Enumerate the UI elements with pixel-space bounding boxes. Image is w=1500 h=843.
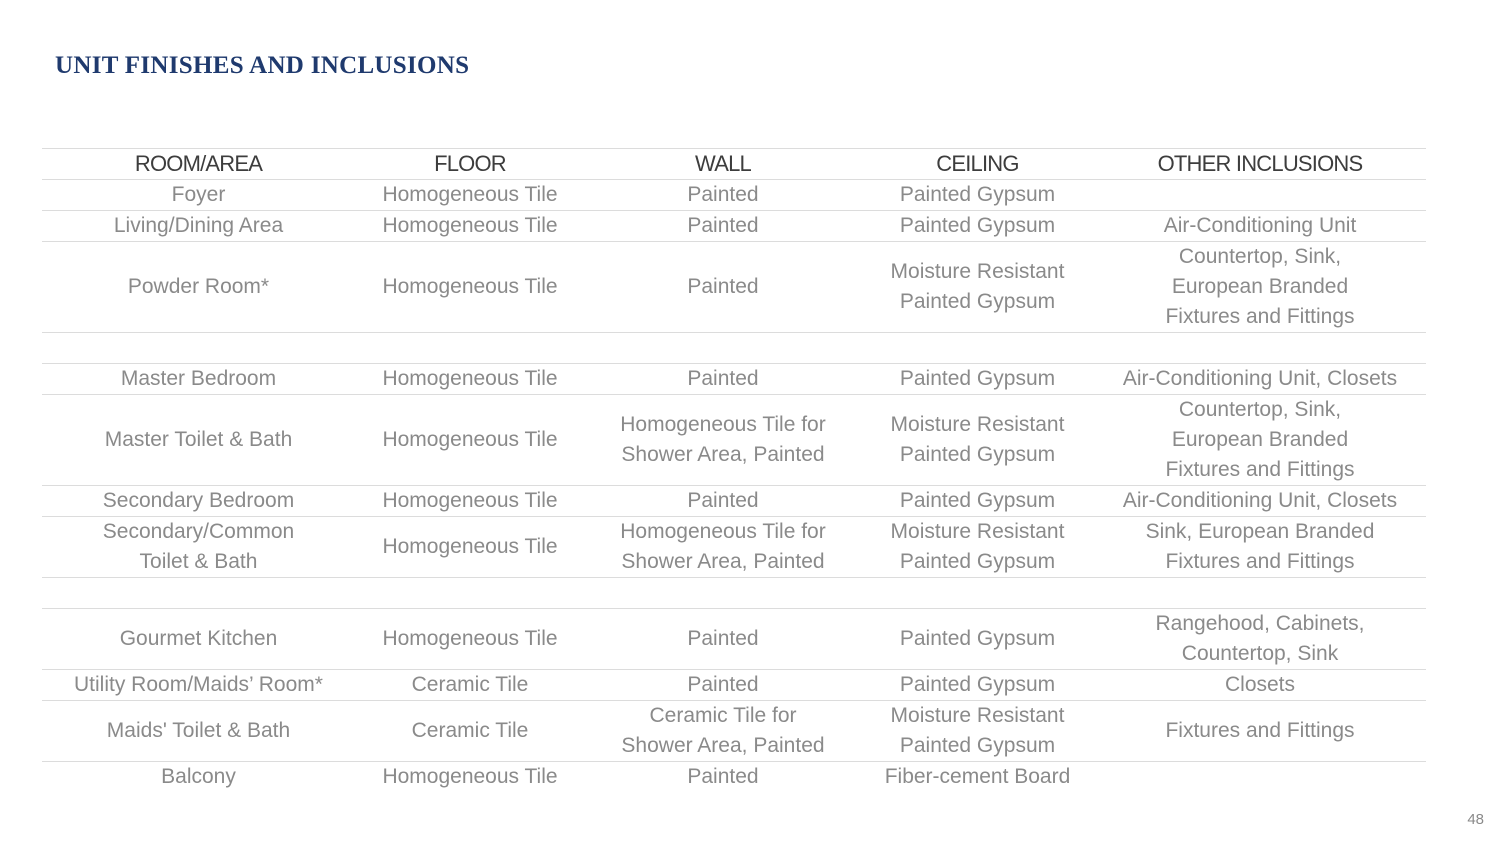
cell-ceiling: Moisture Resistant Painted Gypsum	[861, 395, 1094, 486]
cell-ceiling: Painted Gypsum	[861, 364, 1094, 395]
cell-ceiling: Moisture Resistant Painted Gypsum	[861, 242, 1094, 333]
table-row	[42, 211, 1426, 242]
cell-room-area: Maids' Toilet & Bath	[42, 701, 355, 762]
header-floor: FLOOR	[355, 149, 585, 180]
header-room-area: ROOM/AREA	[42, 149, 355, 180]
cell-room-area: Utility Room/Maids’ Room*	[42, 670, 355, 701]
cell-room-area: Gourmet Kitchen	[42, 609, 355, 670]
cell-ceiling: Painted Gypsum	[861, 670, 1094, 701]
cell-ceiling: Fiber-cement Board	[861, 762, 1094, 793]
table-row	[42, 670, 1426, 701]
cell-floor: Homogeneous Tile	[355, 762, 585, 793]
cell-room-area: Master Bedroom	[42, 364, 355, 395]
finishes-table	[42, 148, 1426, 792]
cell-other-inclusions: Countertop, Sink, European Branded Fixtures and Fittings	[1094, 242, 1426, 333]
page-number: 48	[1467, 811, 1484, 828]
cell-floor: Homogeneous Tile	[355, 395, 585, 486]
cell-other-inclusions: Rangehood, Cabinets, Countertop, Sink	[1094, 609, 1426, 670]
cell-other-inclusions: Air-Conditioning Unit	[1094, 211, 1426, 242]
cell-wall: Painted	[585, 242, 861, 333]
cell-floor: Homogeneous Tile	[355, 609, 585, 670]
cell-other-inclusions	[1094, 578, 1426, 609]
cell-wall: Ceramic Tile for Shower Area, Painted	[585, 701, 861, 762]
cell-ceiling: Painted Gypsum	[861, 609, 1094, 670]
cell-ceiling	[861, 578, 1094, 609]
cell-other-inclusions: Air-Conditioning Unit, Closets	[1094, 486, 1426, 517]
table-row	[42, 395, 1426, 486]
cell-ceiling	[861, 333, 1094, 364]
table-row	[42, 701, 1426, 762]
cell-wall: Painted	[585, 486, 861, 517]
cell-room-area: Living/Dining Area	[42, 211, 355, 242]
cell-wall: Painted	[585, 364, 861, 395]
cell-floor: Ceramic Tile	[355, 701, 585, 762]
header-wall: WALL	[585, 149, 861, 180]
cell-ceiling: Moisture Resistant Painted Gypsum	[861, 517, 1094, 578]
cell-floor: Homogeneous Tile	[355, 364, 585, 395]
cell-room-area: Secondary Bedroom	[42, 486, 355, 517]
cell-other-inclusions: Closets	[1094, 670, 1426, 701]
table-row	[42, 762, 1426, 793]
cell-wall: Painted	[585, 211, 861, 242]
cell-floor: Homogeneous Tile	[355, 242, 585, 333]
cell-ceiling: Moisture Resistant Painted Gypsum	[861, 701, 1094, 762]
cell-floor	[355, 333, 585, 364]
cell-wall	[585, 578, 861, 609]
cell-wall: Homogeneous Tile for Shower Area, Painted	[585, 517, 861, 578]
cell-wall: Painted	[585, 180, 861, 211]
cell-floor: Homogeneous Tile	[355, 517, 585, 578]
cell-room-area	[42, 333, 355, 364]
cell-other-inclusions: Fixtures and Fittings	[1094, 701, 1426, 762]
cell-room-area: Secondary/Common Toilet & Bath	[42, 517, 355, 578]
cell-other-inclusions: Countertop, Sink, European Branded Fixtures and Fittings	[1094, 395, 1426, 486]
cell-other-inclusions	[1094, 333, 1426, 364]
table-row	[42, 333, 1426, 364]
cell-other-inclusions	[1094, 762, 1426, 793]
cell-room-area: Powder Room*	[42, 242, 355, 333]
table-row	[42, 180, 1426, 211]
page-title: UNIT FINISHES AND INCLUSIONS	[55, 52, 470, 79]
table-row	[42, 242, 1426, 333]
header-ceiling: CEILING	[861, 149, 1094, 180]
cell-ceiling: Painted Gypsum	[861, 180, 1094, 211]
header-other-inclusions: OTHER INCLUSIONS	[1094, 149, 1426, 180]
table-row	[42, 364, 1426, 395]
cell-other-inclusions	[1094, 180, 1426, 211]
cell-floor: Homogeneous Tile	[355, 180, 585, 211]
cell-room-area	[42, 578, 355, 609]
cell-ceiling: Painted Gypsum	[861, 211, 1094, 242]
cell-ceiling: Painted Gypsum	[861, 486, 1094, 517]
cell-other-inclusions: Sink, European Branded Fixtures and Fittings	[1094, 517, 1426, 578]
cell-floor: Ceramic Tile	[355, 670, 585, 701]
cell-floor: Homogeneous Tile	[355, 211, 585, 242]
table-body	[42, 180, 1426, 793]
cell-floor	[355, 578, 585, 609]
table-row	[42, 609, 1426, 670]
cell-wall: Homogeneous Tile for Shower Area, Painted	[585, 395, 861, 486]
cell-wall: Painted	[585, 670, 861, 701]
table-row	[42, 578, 1426, 609]
cell-room-area: Master Toilet & Bath	[42, 395, 355, 486]
cell-wall: Painted	[585, 762, 861, 793]
cell-wall: Painted	[585, 609, 861, 670]
table-row	[42, 517, 1426, 578]
cell-other-inclusions: Air-Conditioning Unit, Closets	[1094, 364, 1426, 395]
cell-floor: Homogeneous Tile	[355, 486, 585, 517]
cell-wall	[585, 333, 861, 364]
cell-room-area: Foyer	[42, 180, 355, 211]
cell-room-area: Balcony	[42, 762, 355, 793]
table-header-row	[42, 149, 1426, 180]
table-row	[42, 486, 1426, 517]
